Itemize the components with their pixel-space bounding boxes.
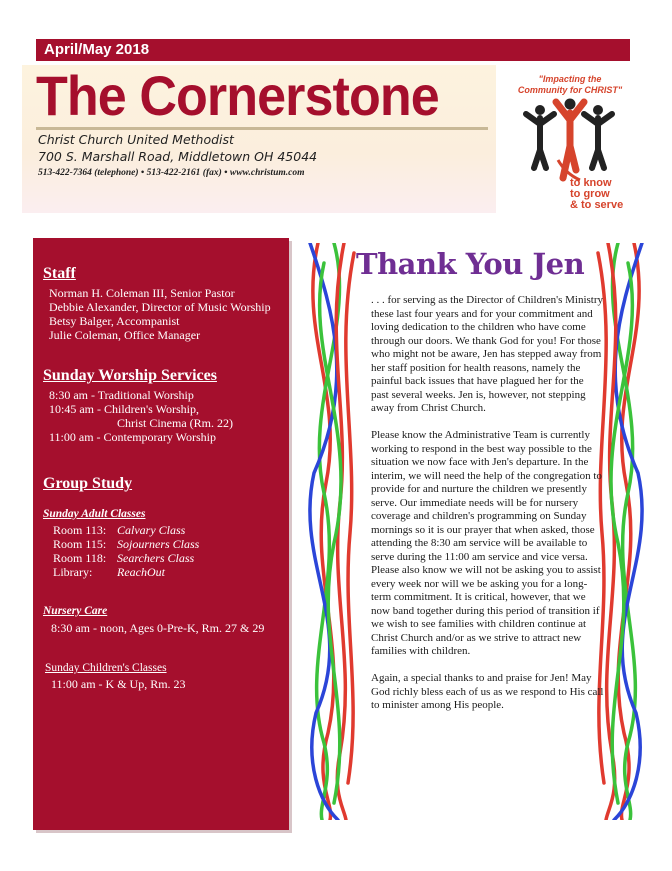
article-paragraph: Again, a special thanks to and praise for Jen! May God richly bless each of us as we respond to His call to minister among His people. bbox=[371, 672, 604, 711]
worship-service: 11:00 am - Contemporary Worship bbox=[49, 430, 217, 444]
church-address: 700 S. Marshall Road, Middletown OH 45044 bbox=[38, 149, 318, 164]
worship-service-location: Christ Cinema (Rm. 22) bbox=[117, 416, 233, 430]
logo-tagline-line-2: Community for CHRIST" bbox=[517, 85, 623, 95]
issue-date-bar bbox=[36, 39, 630, 61]
class-name: Sojourners Class bbox=[117, 537, 200, 551]
children-classes-details: 11:00 am - K & Up, Rm. 23 bbox=[51, 677, 186, 691]
staff-member: Betsy Balger, Accompanist bbox=[49, 314, 180, 328]
church-name: Christ Church United Methodist bbox=[38, 132, 234, 147]
nursery-details: 8:30 am - noon, Ages 0-Pre-K, Rm. 27 & 29 bbox=[51, 621, 265, 635]
church-logo bbox=[510, 72, 630, 212]
newsletter-title: The Cornerstone bbox=[36, 64, 439, 127]
class-room: Room 118: bbox=[53, 551, 107, 565]
children-classes-heading: Sunday Children's Classes bbox=[45, 662, 167, 674]
class-room: Library: bbox=[53, 565, 93, 579]
logo-tagline-line-1: "Impacting the bbox=[538, 74, 602, 84]
logo-motto-line-1: to know bbox=[570, 177, 612, 189]
title-rule bbox=[36, 127, 488, 130]
nursery-heading: Nursery Care bbox=[43, 605, 108, 617]
group-study-heading: Group Study bbox=[43, 475, 133, 492]
staff-member: Julie Coleman, Office Manager bbox=[49, 328, 201, 342]
article-paragraph: . . . for serving as the Director of Children's Ministry these last four years and for your commitment and loving dedication to the children who have come through our doors. We thank God for you! For those who might not be aware, Jen has stepped away from her staff position for health reasons, namely the painful back issues that have plagued her for the past several weeks. Jen is, however, not stepping away from Christ Church. bbox=[371, 294, 604, 414]
class-room: Room 113: bbox=[53, 523, 107, 537]
masthead bbox=[22, 65, 496, 213]
worship-service: 8:30 am - Traditional Worship bbox=[49, 388, 194, 402]
logo-motto-line-3: & to serve bbox=[570, 199, 624, 211]
article-body bbox=[371, 294, 604, 726]
class-name: ReachOut bbox=[117, 565, 165, 579]
adult-classes-heading: Sunday Adult Classes bbox=[43, 508, 146, 520]
worship-heading: Sunday Worship Services bbox=[43, 367, 217, 384]
worship-service: 10:45 am - Children's Worship, bbox=[49, 402, 199, 416]
logo-motto bbox=[570, 178, 623, 211]
logo-tagline bbox=[510, 74, 630, 96]
logo-motto-line-2: to grow bbox=[570, 188, 610, 200]
article-paragraph: Please know the Administrative Team is currently working to respond in the best way possible to the situation we now face with Jen's departure. In the interim, we will need the help of the congregation to provide for and nurture the children we presently serve. Our immediate needs will be for nursery coverage and children's programming on Sunday mornings so it is our prayer that when asked, those attending the 8:30 am service will be available to serve during the 11:00 am service and vice versa. Please also know we will not be asking you to assist every week nor will we be asking you for a long-term commitment. It is critical, however, that we now band together during this period of transition if we wish to see families with children continue at Christ Church and/or as we strive to attract new families with children. bbox=[371, 429, 602, 657]
issue-date: April/May 2018 bbox=[44, 41, 150, 58]
staff-member: Norman H. Coleman III, Senior Pastor bbox=[49, 286, 235, 300]
thank-you-article bbox=[304, 243, 647, 820]
people-figures-icon bbox=[518, 98, 622, 182]
article-title: Thank You Jen bbox=[356, 247, 585, 281]
class-name: Calvary Class bbox=[117, 523, 186, 537]
staff-heading: Staff bbox=[43, 265, 76, 282]
class-name: Searchers Class bbox=[117, 551, 195, 565]
class-room: Room 115: bbox=[53, 537, 107, 551]
info-sidebar bbox=[33, 238, 289, 830]
staff-member: Debbie Alexander, Director of Music Worship bbox=[49, 300, 271, 314]
church-contact: 513-422-7364 (telephone) • 513-422-2161 (fax) • www.christum.com bbox=[38, 168, 305, 178]
